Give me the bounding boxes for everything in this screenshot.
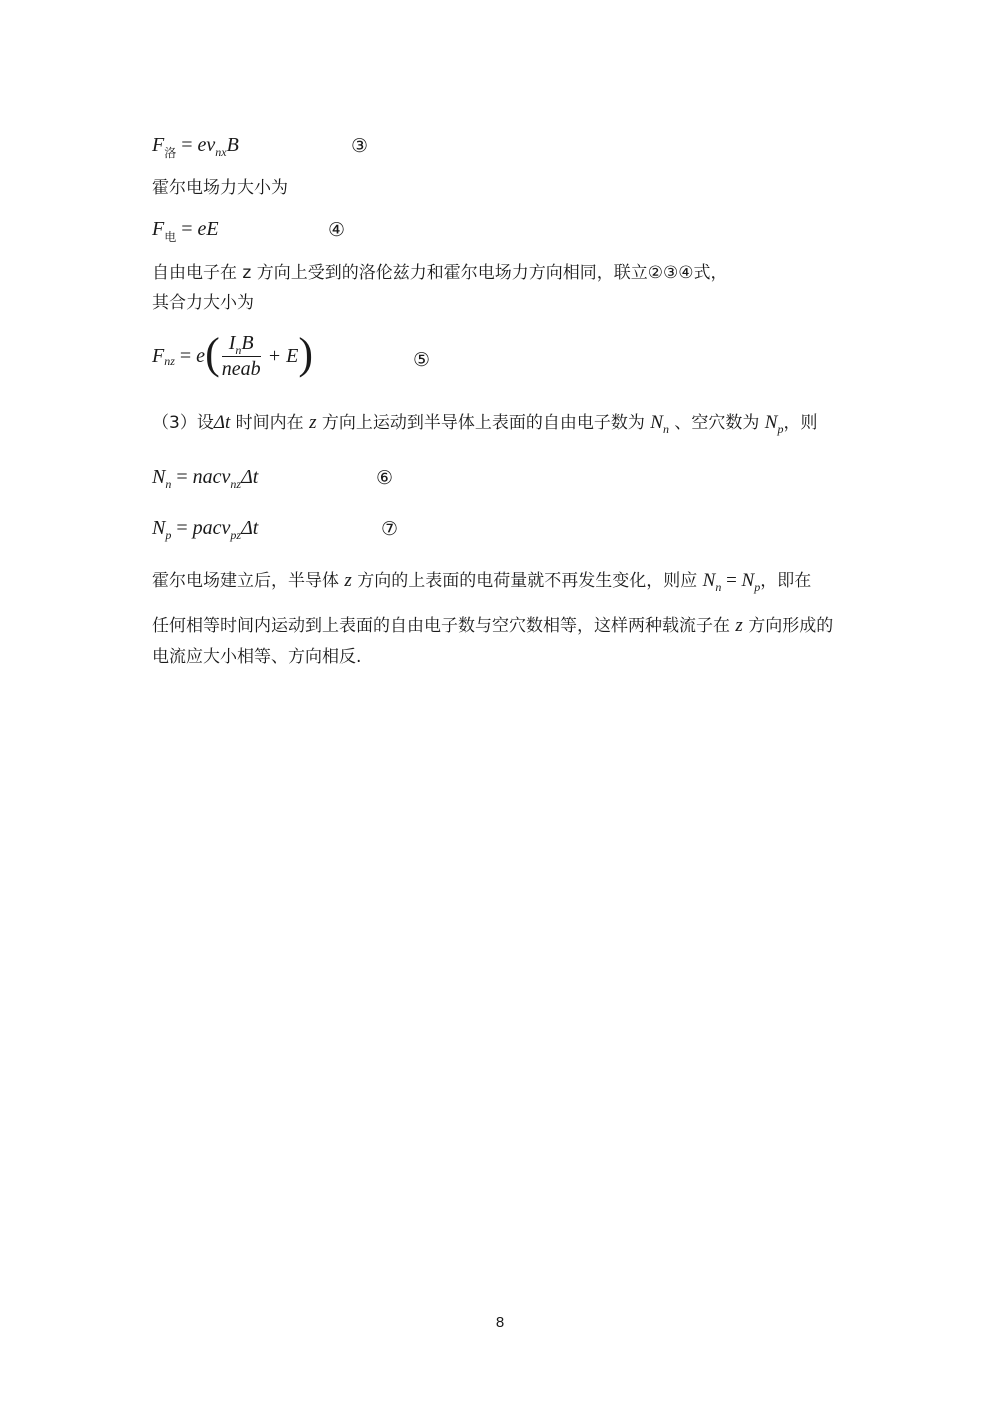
p4-N1: N <box>702 570 716 591</box>
p3-suffix: ，则 <box>783 413 818 433</box>
p4-t3: ，即在 <box>760 571 812 591</box>
eq7-lhs-sub: p <box>165 528 172 542</box>
equation-4 <box>152 218 219 244</box>
eq5-numerator <box>222 332 261 357</box>
eq5-num-I: I <box>228 332 236 354</box>
eq7-lhs: N <box>152 517 166 539</box>
p3-Nn: N <box>650 412 663 433</box>
eq4-rhs: eE <box>197 218 219 240</box>
equation-5 <box>152 331 313 382</box>
eq3-equals: = <box>176 134 198 156</box>
eq5-num-I-sub: n <box>235 343 242 357</box>
eq4-lhs-sub: 电 <box>164 230 177 244</box>
eq7-equals: = <box>171 517 193 539</box>
eq5-denominator: neab <box>221 358 261 380</box>
eq5-fraction <box>222 332 261 381</box>
equation-number-4: ④ <box>328 219 346 241</box>
eq6-r1: nacv <box>192 466 231 488</box>
p4-equals: = <box>721 570 742 591</box>
p3-z: z <box>309 412 317 433</box>
text-line-6: 电流应大小相等、方向相反. <box>152 647 362 667</box>
p4-N2: N <box>741 570 755 591</box>
equation-3 <box>152 134 239 160</box>
eq6-r1-sub: nz <box>230 477 242 491</box>
eq6-equals: = <box>171 466 193 488</box>
p4-t2: 方向的上表面的电荷量就不再发生变化，则应 <box>351 571 703 591</box>
paragraph-5 <box>152 615 833 638</box>
eq6-lhs: N <box>152 466 166 488</box>
equation-7 <box>152 517 258 540</box>
page-number: 8 <box>495 1314 505 1331</box>
eq5-lhs: F <box>152 345 165 367</box>
equation-number-5: ⑤ <box>413 349 431 371</box>
text-line-2: 自由电子在 z 方向上受到的洛伦兹力和霍尔电场力方向相同，联立②③④式， <box>152 263 728 283</box>
eq3-r2: B <box>226 134 239 156</box>
eq5-plus-e: + E <box>262 345 299 367</box>
p3-mid2: 方向上运动到半导体上表面的自由电子数为 <box>316 413 651 433</box>
eq3-r1-sub: nx <box>215 145 227 159</box>
p3-mid1: 时间内在 <box>230 413 310 433</box>
p5-t1: 任何相等时间内运动到上表面的自由电子数与空穴数相等，这样两种载流子在 <box>152 616 736 636</box>
eq4-equals: = <box>176 218 198 240</box>
p5-t2: 方向形成的 <box>742 616 834 636</box>
text-line-1: 霍尔电场力大小为 <box>152 178 288 198</box>
p4-N2-sub: p <box>754 580 761 594</box>
paragraph-3 <box>152 412 817 435</box>
eq7-r2: Δt <box>241 517 259 539</box>
p3-Np-sub: p <box>777 422 784 436</box>
eq3-lhs: F <box>152 134 165 156</box>
p4-z: z <box>344 570 352 591</box>
equation-6 <box>152 466 258 489</box>
p3-prefix: （3）设 <box>152 413 214 433</box>
eq3-lhs-sub: 洛 <box>164 146 177 160</box>
text-line-3: 其合力大小为 <box>152 293 254 313</box>
p3-delta-t: Δt <box>213 412 231 433</box>
eq5-right-paren: ) <box>298 329 313 378</box>
p5-z: z <box>735 615 743 636</box>
eq6-r2: Δt <box>241 466 259 488</box>
p3-mid3: 、空穴数为 <box>668 413 765 433</box>
eq6-lhs-sub: n <box>165 477 172 491</box>
equation-number-7: ⑦ <box>381 518 399 540</box>
p3-Np: N <box>764 412 778 433</box>
p4-N1-sub: n <box>715 580 722 594</box>
eq5-coef: e <box>196 345 206 367</box>
p4-t1: 霍尔电场建立后，半导体 <box>152 571 345 591</box>
eq5-left-paren: ( <box>205 329 220 378</box>
eq5-lhs-sub: nz <box>164 354 175 368</box>
eq7-r1-sub: pz <box>230 528 242 542</box>
eq3-r1: ev <box>197 134 216 156</box>
eq4-lhs: F <box>152 218 165 240</box>
p3-Nn-sub: n <box>662 422 669 436</box>
equation-number-6: ⑥ <box>376 467 394 489</box>
eq5-num-B: B <box>241 332 254 354</box>
paragraph-4 <box>152 570 811 593</box>
equation-number-3: ③ <box>351 135 369 157</box>
eq5-equals: = <box>174 345 197 367</box>
eq7-r1: pacv <box>192 517 231 539</box>
